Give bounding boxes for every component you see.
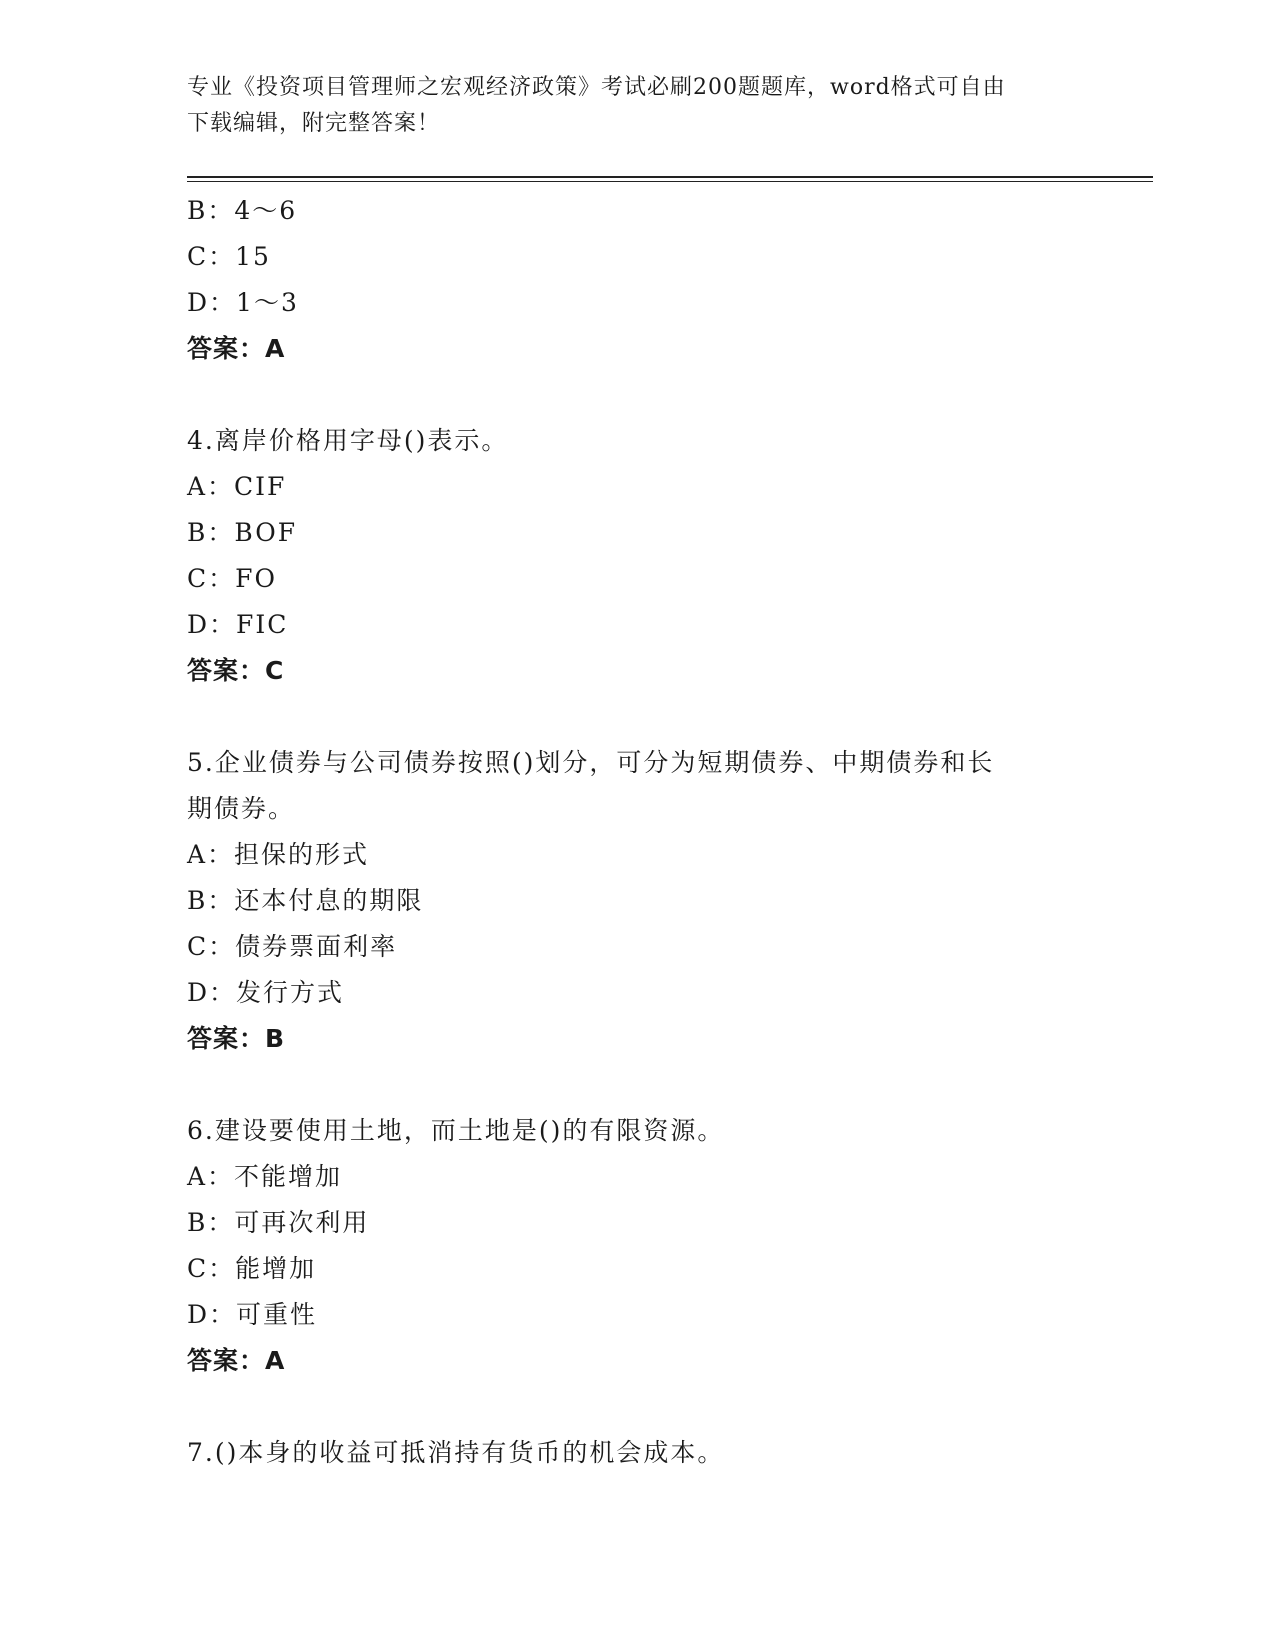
option-c: C：债券票面利率 <box>187 932 398 961</box>
question-4 <box>187 418 1087 694</box>
answer: 答案：B <box>187 1024 286 1053</box>
document-header <box>187 70 1087 142</box>
option-b: B：还本付息的期限 <box>187 886 424 915</box>
question-text: 4.离岸价格用字母()表示。 <box>187 426 509 455</box>
option-d: D：可重性 <box>187 1300 318 1329</box>
question-7 <box>187 1430 1087 1476</box>
option-d: D：FIC <box>187 610 289 639</box>
spacer <box>187 1062 1087 1108</box>
option-b: B：可再次利用 <box>187 1208 370 1237</box>
spacer <box>187 694 1087 740</box>
question-text-line-2: 期债券。 <box>187 794 296 823</box>
option-a: A：不能增加 <box>187 1162 343 1191</box>
question-6 <box>187 1108 1087 1384</box>
spacer <box>187 372 1087 418</box>
question-5 <box>187 740 1087 1062</box>
header-line-2: 下载编辑，附完整答案！ <box>187 111 441 136</box>
question-text: 7.()本身的收益可抵消持有货币的机会成本。 <box>187 1438 725 1467</box>
spacer <box>187 1384 1087 1430</box>
option-d: D：1～3 <box>187 288 299 317</box>
header-divider <box>187 176 1153 178</box>
option-c: C：能增加 <box>187 1254 317 1283</box>
answer: 答案：A <box>187 1346 286 1375</box>
option-b: B：BOF <box>187 518 298 547</box>
answer: 答案：C <box>187 656 285 685</box>
question-list <box>187 188 1087 1476</box>
option-c: C：15 <box>187 242 271 271</box>
header-divider-thin <box>187 181 1153 182</box>
option-a: A：CIF <box>187 472 287 501</box>
option-d: D：发行方式 <box>187 978 345 1007</box>
option-a: A：担保的形式 <box>187 840 370 869</box>
question-text: 6.建设要使用土地，而土地是()的有限资源。 <box>187 1116 725 1145</box>
option-b: B：4～6 <box>187 196 298 225</box>
header-line-1: 专业《投资项目管理师之宏观经济政策》考试必刷200题题库，word格式可自由 <box>187 75 1006 100</box>
question-text-line-1: 5.企业债券与公司债券按照()划分，可分为短期债券、中期债券和长 <box>187 748 995 777</box>
question-3 <box>187 188 1087 372</box>
answer: 答案：A <box>187 334 286 363</box>
option-c: C：FO <box>187 564 277 593</box>
